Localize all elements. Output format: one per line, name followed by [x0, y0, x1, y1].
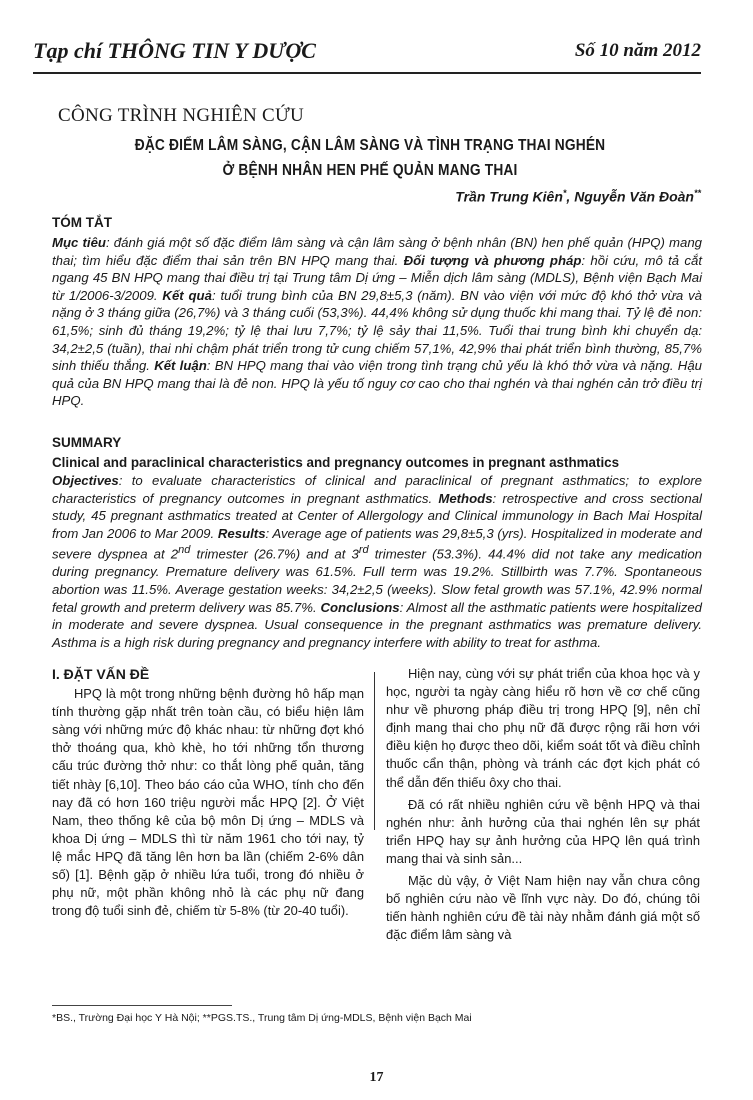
abstract-vi-body	[52, 234, 702, 410]
author-list	[455, 188, 701, 205]
results-label: Kết quả	[162, 287, 212, 303]
author-separator: ,	[566, 188, 575, 205]
abstract-en-body	[52, 472, 702, 651]
en-results-label: Results	[217, 525, 266, 541]
en-results-text-1: : Average age of patients was 29,8±5,3 (yrs). Hospitalized in moderate and severe dyspnea at 2	[52, 525, 703, 562]
section-label: CÔNG TRÌNH NGHIÊN CỨU	[58, 105, 305, 126]
conclusions-text: : Almost all the asthmatic patients were hospitalized in moderate and severe dyspnea. Usual consequence in the pregnant asthmatics was premature delivery. Asthma is a high risk during pregnancy and pregnancy interfere with ability to treat for asthma.	[52, 599, 702, 650]
running-header	[33, 38, 701, 74]
body-paragraph: Mặc dù vậy, ở Việt Nam hiện nay vẫn chưa công bố nghiên cứu nào về lĩnh vực này. Do đó, chúng tôi tiến hành nghiên cứu đề tài này nhằm đánh giá một số đặc điểm lâm sàng và	[386, 873, 700, 943]
body-paragraph: HPQ là một trong những bệnh đường hô hấp mạn tính thường gặp nhất trên toàn cầu, có biểu hiện lâm sàng với những mức độ khác nhau: từ những đợt khó thở thoáng qua, khò khè, ho tới những tổn thương cấu trúc đường thở như: co thắt lòng phế quản, tăng tiết nhày [6,10]. Theo báo cáo của WHO, tính cho đến nay đã có hơn 160 triệu người mắc HPQ [2]. Ở Việt Nam, theo thống kê của bộ môn Dị ứng – MDLS và khoa Dị ứng – MDLS thì từ năm 1961 cho tới nay, tỷ lệ mắc HPQ đã tăng lên hơn ba lần (chiếm 2-6% dân số) [1]. Bệnh gặp ở nhiều lứa tuổi, trong đó nhiều ở phụ nữ, một phần không nhỏ là các phụ nữ đang trong độ tuổi sinh đẻ, chiếm từ 5-8% (từ 20-40 tuổi).	[52, 686, 364, 919]
objectives-label: Objectives	[52, 473, 119, 488]
conclusions-label: Conclusions	[320, 599, 400, 615]
issue-number: Số 10 năm 2012	[574, 40, 701, 61]
abstract-en-title: Clinical and paraclinical characteristics and pregnancy outcomes in pregnant asthmatics	[52, 455, 620, 470]
en-methods-text: : retrospective and cross sectional study, 45 pregnant asthmatics treated at Center of Allergology and Clinical immunology in Bach Mai Hospital from Jan 2006 to Mar 2009.	[52, 490, 702, 541]
body-column-right	[386, 665, 700, 948]
superscript-rd: rd	[358, 544, 369, 557]
column-divider	[374, 672, 375, 830]
conclusion-text: : BN HPQ mang thai vào viện trong tình trạng chủ yếu là khó thở vừa và nặng. Hậu quả của BN HPQ mang thai là đẻ non. HPQ là yếu tố nguy cơ cao cho thai nghén và thai nghén cản trở điều trị HPQ.	[52, 358, 702, 409]
section-1-heading: I. ĐẶT VẤN ĐỀ	[52, 666, 150, 682]
journal-name: Tạp chí THÔNG TIN Y DƯỢC	[33, 38, 316, 63]
results-text: : tuổi trung bình của BN 29,8±5,3 (năm). BN vào viện với mức độ khó thở vừa và nặng ở 3 tháng giữa (26,7%) và 3 tháng cuối (53,3%). 44,4% không sử dụng thuốc khi mang thai. Tỷ lệ đẻ non: 61,5%; sinh đủ tháng 19,2%; tỷ lệ thai lưu 7,7%; tỷ lệ sảy thai 11,5%. Tuổi thai trung bình khi chuyển dạ: 34,2±2,5 (tuần), thai nhi chậm phát triển trong tử cung chiếm 57,1%, 42,9% thai phát triển bình thường, 85,7% sinh thiếu thắng.	[52, 287, 703, 374]
body-paragraph: Hiện nay, cùng với sự phát triển của khoa học và y học, người ta ngày càng hiểu rõ hơn về cơ chế cũng như về phương pháp điều trị trong HPQ [9], nên chỉ định mang thai cho phụ nữ đã được rộng rãi hơn với điều kiện họ được theo dõi, kiểm soát tốt và điều chỉnh thuốc cẩn thận, phòng và tránh các đợt kịch phát có thể dẫn đến thiếu ôxy cho thai.	[386, 666, 700, 790]
body-paragraph: Đã có rất nhiều nghiên cứu về bệnh HPQ và thai nghén như: ảnh hưởng của thai nghén lên sự phát triển HPQ hay sự ảnh hưởng của HPQ lên quá trình mang thai và sinh sản...	[386, 796, 700, 866]
abstract-vi-heading: TÓM TẮT	[52, 215, 112, 230]
author-1-mark: *	[562, 188, 567, 198]
author-2: Nguyễn Văn Đoàn	[574, 188, 694, 205]
body-column-left	[52, 665, 364, 924]
en-results-text-2: trimester (26.7%) and at 3	[190, 546, 359, 562]
abstract-en-heading: SUMMARY	[52, 435, 122, 450]
article-title-line-2: Ở BỆNH NHÂN HEN PHẾ QUẢN MANG THAI	[222, 162, 518, 179]
methods-label: Đối tượng và phương pháp	[403, 252, 582, 268]
conclusion-label: Kết luận	[154, 358, 207, 374]
en-methods-label: Methods	[438, 490, 493, 506]
author-1: Trần Trung Kiên	[455, 188, 563, 205]
author-2-mark: **	[693, 188, 701, 198]
page-number: 17	[369, 1070, 384, 1085]
objective-label: Mục tiêu	[52, 235, 106, 250]
objective-text: : đánh giá một số đặc điểm lâm sàng và cận lâm sàng ở bệnh nhân (BN) hen phế quản (HPQ) mang thai; tìm hiểu đặc điểm thai sản trên BN HPQ mang thai.	[52, 235, 703, 268]
superscript-nd: nd	[178, 544, 191, 557]
footnote: *BS., Trường Đại học Y Hà Nội; **PGS.TS., Trung tâm Dị ứng-MDLS, Bệnh viện Bạch Mai	[52, 1012, 472, 1024]
objectives-text: : to evaluate characteristics of clinical and paraclinical of pregnant asthmatics; to explore characteristics of pregnancy outcomes in pregnant asthmatics.	[52, 473, 702, 506]
en-results-text-3: trimester (53.3%). 44.4% did not take any medication during pregnancy. Premature delivery was 61.5%. Full term was 19.2%. Stillbirth was 7.7%. Spontaneous abortion was 11.5%. Average gestation weeks: 34,2±2,5 (weeks). Slow fetal growth was 57.1%, 42.9% normal fetal growth and preterm delivery was 85.7%.	[52, 546, 703, 615]
methods-text: : hồi cứu, mô tả cắt ngang 45 BN HPQ mang thai điều trị tại Trung tâm Dị ứng – Miễn dịch lâm sàng (MDLS), Bệnh viện Bạch Mai từ 1/2006-3/2009.	[52, 252, 702, 303]
footnote-rule	[52, 1005, 232, 1006]
article-title-line-1: ĐẶC ĐIỂM LÂM SÀNG, CẬN LÂM SÀNG VÀ TÌNH TRẠNG THAI NGHÉN	[134, 137, 606, 154]
